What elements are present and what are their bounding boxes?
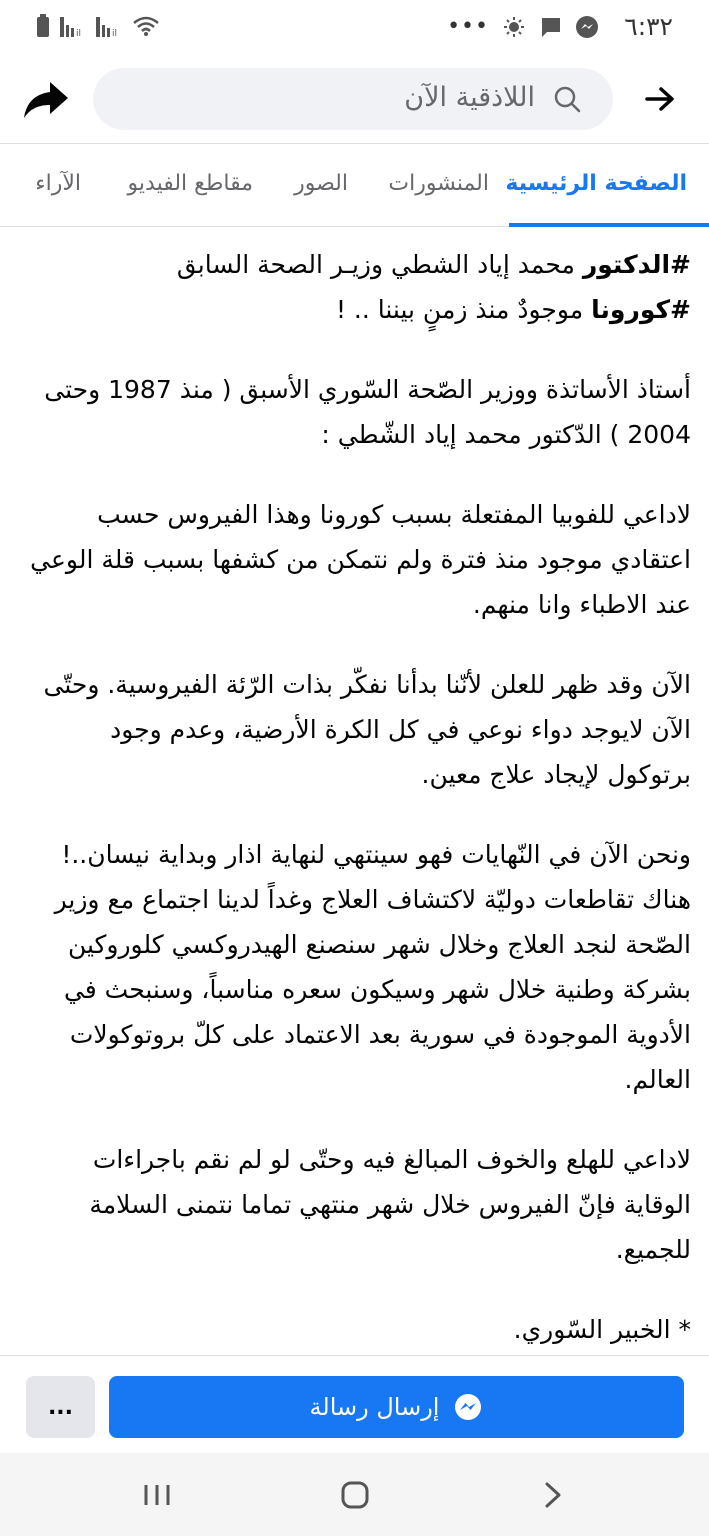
post-paragraph: لاداعي للفوبيا المفتعلة بسبب كورونا وهذا الفيروس حسب اعتقادي موجود منذ فترة ولم نتمكن من كشفها بسبب قلة الوعي عند الاطباء وانا منهم. [30, 500, 691, 619]
back-arrow-icon[interactable] [645, 84, 675, 114]
post-signature: * الخبير السّوري. [513, 1315, 691, 1344]
hashtag-doctor[interactable]: #الدكتور [582, 250, 691, 279]
messenger-icon [575, 15, 599, 39]
search-input[interactable] [93, 68, 613, 130]
status-icons-left [36, 14, 160, 38]
system-navigation-bar [0, 1453, 709, 1536]
more-notifications-indicator: ••• [447, 14, 489, 39]
status-icons-right [447, 14, 599, 39]
post-line-1 [22, 242, 691, 287]
post-line-2 [22, 287, 691, 332]
send-message-button[interactable] [109, 1376, 684, 1438]
post-headline [22, 242, 691, 332]
wifi-icon [132, 15, 160, 37]
post-line-1-text: محمد إياد الشطي وزيـر الصحة السابق [176, 250, 583, 279]
share-icon[interactable] [22, 78, 70, 122]
action-bar [0, 1355, 709, 1453]
search-query: اللاذقية الآن [404, 82, 535, 113]
post-content [22, 242, 691, 1387]
tab-posts[interactable]: المنشورات [388, 171, 489, 196]
send-message-label: إرسال رسالة [309, 1393, 440, 1421]
tab-reviews[interactable]: الآراء [35, 171, 81, 196]
page-tabs [0, 145, 709, 227]
home-icon[interactable] [340, 1480, 370, 1510]
active-tab-indicator [509, 223, 709, 227]
hashtag-corona[interactable]: #كورونا [591, 295, 691, 324]
svg-text:il: il [112, 29, 118, 37]
tab-photos[interactable]: الصور [294, 171, 348, 196]
back-icon[interactable] [543, 1482, 563, 1508]
messenger-icon [453, 1392, 483, 1422]
signal-icon [96, 15, 122, 37]
post-line-2-text: موجودٌ منذ زمنٍ بيننا .. ! [335, 295, 592, 324]
svg-text:il: il [76, 29, 82, 37]
weather-icon [501, 15, 527, 39]
search-header [0, 56, 709, 144]
status-time: ٦:٣٢ [624, 12, 673, 41]
more-options-button[interactable]: ... [26, 1376, 95, 1438]
post-paragraph: الآن وقد ظهر للعلن لأنّنا بدأنا نفكّر بذات الرّئة الفيروسية. وحتّى الآن لايوجد دواء نوعي في كل الكرة الأرضية، وعدم وجود برتوكول لإيجاد علاج معين. [43, 670, 691, 789]
recents-icon[interactable] [142, 1483, 172, 1507]
tab-videos[interactable]: مقاطع الفيديو [127, 171, 253, 196]
post-paragraph: أستاذ الأساتذة ووزير الصّحة السّوري الأسبق ( منذ 1987 وحتى 2004 ) الدّكتور محمد إياد الشّطي : [44, 375, 691, 449]
battery-icon [36, 14, 50, 38]
post-paragraph: ونحن الآن في النّهايات فهو سينتهي لنهاية اذار وبداية نيسان..! هناك تقاطعات دوليّة لاكتشاف العلاج وغداً لدينا اجتماع مع وزير الصّحة لنجد العلاج وخلال شهر سنصنع الهيدروكسي كلوروكين بشركة وطنية خلال شهر وسيكون سعره مناسباً، وسنبحث في الأدوية الموجودة في سورية بعد الاعتماد على كلّ بروتوكولات العالم. [54, 840, 691, 1094]
search-icon [553, 85, 581, 113]
tab-home[interactable]: الصفحة الرئيسية [505, 171, 687, 196]
post-paragraph: لاداعي للهلع والخوف المبالغ فيه وحتّى لو لم نقم باجراءات الوقاية فإنّ الفيروس خلال شهر منتهي تماما نتمنى السلامة للجميع. [89, 1145, 691, 1264]
status-bar [0, 0, 709, 56]
message-icon [539, 15, 563, 39]
signal-icon [60, 15, 86, 37]
